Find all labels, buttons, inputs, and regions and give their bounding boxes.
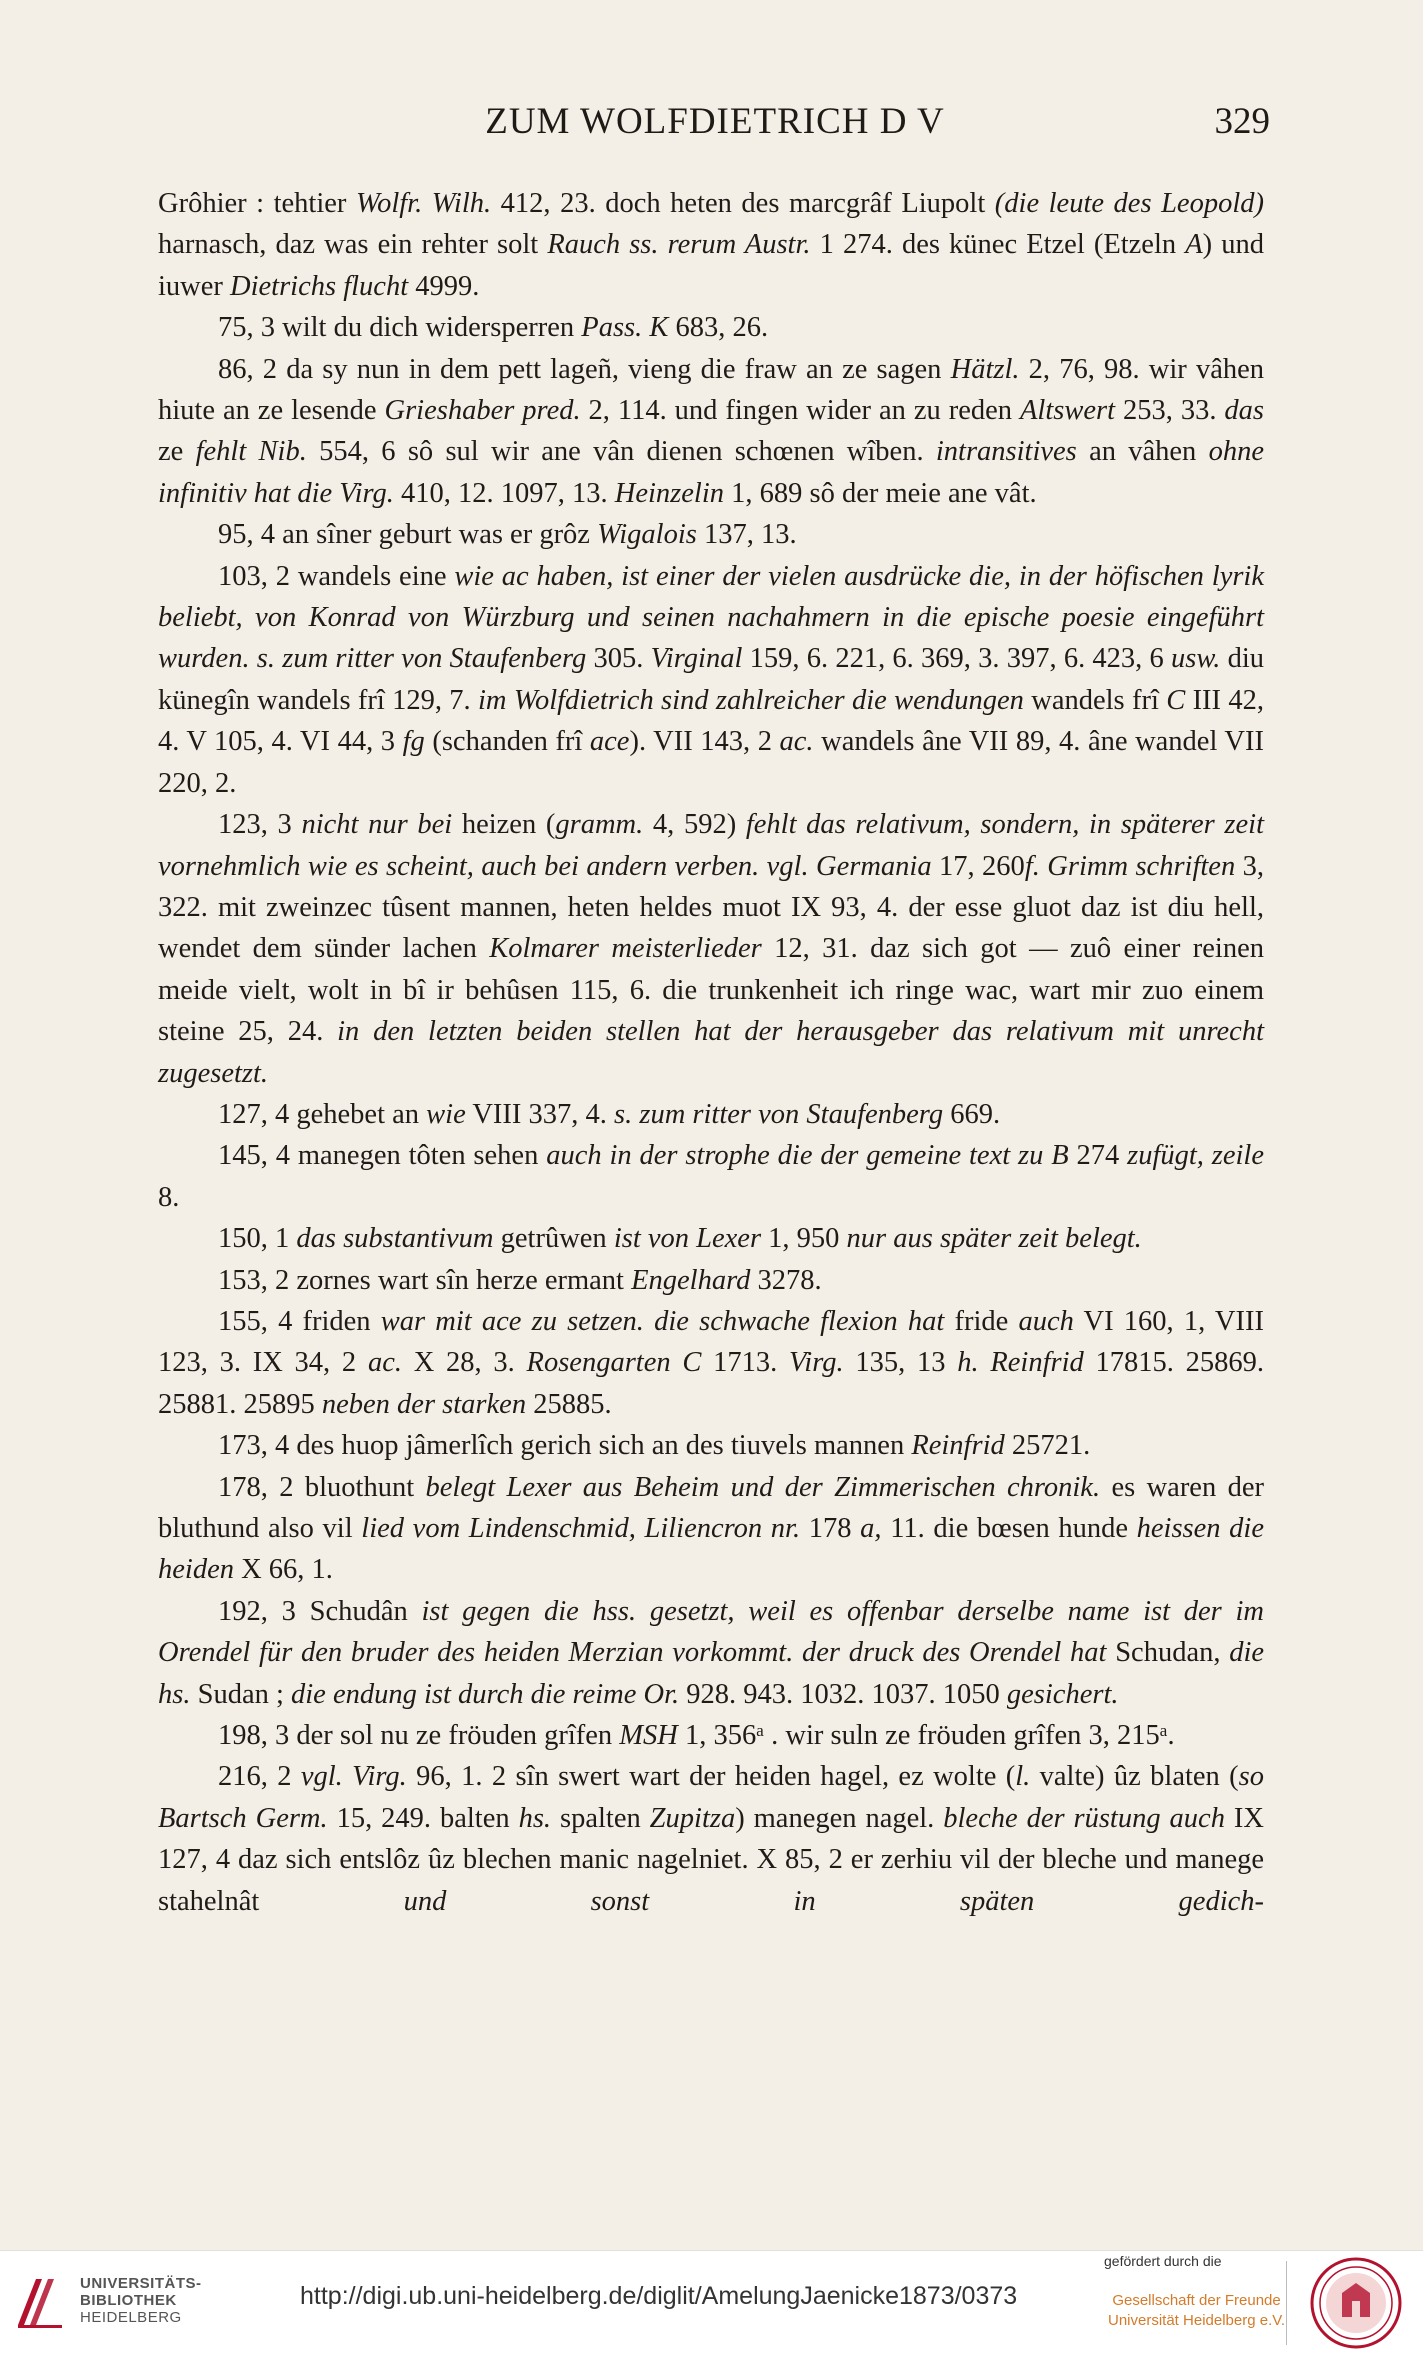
italic-text: Zupitza xyxy=(649,1802,736,1834)
text-run: VI 160, 1, VIII 123, 3. IX 34, 2 xyxy=(158,1305,1264,1379)
text-run: VIII 337, 4. xyxy=(465,1098,615,1130)
text-run: 216, 2 xyxy=(218,1761,301,1793)
text-run: 25721. xyxy=(1004,1430,1091,1462)
italic-text: intransitives xyxy=(935,436,1077,468)
italic-text: C xyxy=(1166,684,1186,716)
text-run: X 66, 1. xyxy=(233,1554,333,1586)
italic-text: ac. xyxy=(779,726,814,758)
italic-text: und sonst in späten gedich- xyxy=(403,1885,1264,1917)
text-run: 96, 1. 2 sîn swert wart der heiden hagel, ez wolte ( xyxy=(406,1761,1016,1793)
text-run: 127, 4 gehebet an xyxy=(218,1098,427,1130)
text-run: (schanden frî xyxy=(424,726,590,758)
text-run: 137, 13. xyxy=(696,519,797,551)
text-run: 253, 33. xyxy=(1115,395,1225,427)
italic-text: f. Grimm schriften xyxy=(1024,850,1236,882)
text-run: Sudan ; xyxy=(190,1678,292,1710)
italic-text: nur aus später zeit belegt. xyxy=(846,1223,1142,1255)
university-seal-icon xyxy=(1310,2257,1402,2349)
text-run: wandels frî xyxy=(1023,684,1167,716)
paragraph xyxy=(158,1260,1264,1301)
text-run: 11. die bœsen hunde xyxy=(881,1513,1137,1544)
footer-divider xyxy=(1286,2261,1287,2345)
italic-text: in den letzten beiden stellen hat der herausgeber das relativum mit unrecht zugesetzt. xyxy=(158,1016,1265,1089)
italic-text: fehlt das relativum, sondern, in späterer zeit vornehmlich wie es scheint, auch bei andern verben. vgl. Germania xyxy=(158,809,1264,882)
italic-text: bleche der rüstung auch xyxy=(943,1802,1225,1834)
italic-text: das substantivum xyxy=(296,1223,494,1255)
text-run: 274 xyxy=(1068,1140,1128,1172)
text-run: ) und iuwer xyxy=(158,229,1264,302)
text-run: 135, 13 xyxy=(843,1347,958,1379)
text-run: ). VII 143, 2 xyxy=(629,726,780,758)
italic-text: war mit ace zu setzen. die schwache flexion hat xyxy=(380,1305,945,1337)
paragraph xyxy=(158,514,1264,555)
text-run: 25885. xyxy=(526,1388,612,1420)
text-run: 192, 3 Schudân xyxy=(218,1595,422,1627)
italic-text: ac. xyxy=(367,1347,402,1379)
italic-text: die hs. xyxy=(158,1637,1265,1710)
text-run: ) manegen nagel. xyxy=(735,1802,944,1834)
text-run: 15, 249. balten xyxy=(327,1802,519,1834)
text-run: 1, 950 xyxy=(761,1223,847,1255)
text-run: 1 274. des künec Etzel (Etzeln xyxy=(810,229,1186,261)
text-run: IX 127, 4 daz sich entslôz ûz blechen manic nagelniet. X 85, 2 er zerhiu vil der bleche und manege stahelnât xyxy=(158,1802,1264,1917)
italic-text: l. xyxy=(1015,1761,1031,1793)
text-run: an vâhen xyxy=(1076,436,1209,468)
text-run: 2, 114. und fingen wider an zu reden xyxy=(580,395,1020,427)
sponsor-label: gefördert durch die xyxy=(1104,2253,1222,2269)
italic-text: Wolfr. Wilh. xyxy=(355,188,492,219)
text-run: 8. xyxy=(158,1181,180,1213)
italic-text: A xyxy=(1185,229,1203,261)
italic-text: usw. xyxy=(1170,643,1221,675)
paragraph xyxy=(158,556,1264,804)
italic-text: a, xyxy=(860,1513,882,1544)
italic-text: hs. xyxy=(518,1802,552,1834)
paragraph xyxy=(158,183,1264,307)
library-name-line: BIBLIOTHEK xyxy=(80,2292,177,2309)
library-name-line: UNIVERSITÄTS- xyxy=(80,2275,202,2292)
text-run: 554, 6 sô sul wir ane vân dienen schœnen wîben. xyxy=(306,436,936,468)
text-run: 17, 260 xyxy=(931,850,1025,882)
italic-text: im Wolfdietrich sind zahlreicher die wendungen xyxy=(478,684,1024,716)
italic-text: (die leute des Leopold) xyxy=(994,188,1264,219)
italic-text: ace xyxy=(589,726,630,758)
italic-text: wie ac haben, ist einer der vielen ausdrücke die, in der höfischen lyrik beliebt, von Konrad von Würzburg und seinen nachahmern in die epische poesie eingeführt wurden. s. zum ritter von Staufenberg xyxy=(158,560,1264,675)
italic-text: so Bartsch Germ. xyxy=(158,1761,1264,1834)
italic-text: ist von Lexer xyxy=(613,1223,762,1255)
italic-text: auch in der strophe die der gemeine text zu B xyxy=(546,1140,1069,1172)
paragraph xyxy=(158,1467,1264,1591)
text-run: III 42, 4. V 105, 4. VI 44, 3 xyxy=(158,684,1264,758)
page-number: 329 xyxy=(1214,101,1270,142)
text-run: 123, 3 xyxy=(218,809,302,841)
text-run: 153, 2 zornes wart sîn herze ermant xyxy=(218,1264,632,1296)
text-run: 75, 3 wilt du dich widersperren xyxy=(218,312,582,344)
text-run: 17815. 25869. 25881. 25895 xyxy=(158,1347,1265,1420)
italic-text: das xyxy=(1224,395,1264,427)
italic-text: ohne infinitiv hat die Virg. xyxy=(158,436,1264,509)
italic-text: auch xyxy=(1018,1305,1074,1337)
text-run: 173, 4 des huop jâmerlîch gerich sich an des tiuvels mannen xyxy=(218,1430,912,1462)
italic-text: belegt Lexer aus Beheim und der Zimmerischen chronik. xyxy=(425,1471,1101,1503)
paragraph xyxy=(158,1135,1264,1218)
text-run: 683, 26. xyxy=(668,312,769,344)
text-run: 1, 356ᵃ . wir suln ze fröuden grîfen 3, 215ᵃ. xyxy=(677,1720,1175,1752)
text-run: fride xyxy=(944,1305,1019,1337)
sponsor-name-line: Universität Heidelberg e.V. xyxy=(1108,2312,1286,2329)
italic-text: neben der starken xyxy=(321,1388,527,1420)
italic-text: ist gegen die hss. gesetzt, weil es offenbar derselbe name ist der im Orendel für den bruder des heiden Merzian vorkommt. der druck des Orendel hat xyxy=(158,1595,1264,1669)
text-run: es waren der bluthund also vil xyxy=(158,1471,1264,1544)
italic-text: gesichert. xyxy=(1006,1678,1119,1710)
paragraph xyxy=(158,1756,1264,1922)
text-run: 178, 2 bluothunt xyxy=(218,1471,426,1503)
text-run: 2, 76, 98. wir vâhen hiute an ze lesende xyxy=(158,353,1264,427)
text-run: 145, 4 manegen tôten sehen xyxy=(218,1140,547,1172)
italic-text: Altswert xyxy=(1020,395,1116,427)
library-name-line: HEIDELBERG xyxy=(80,2309,182,2326)
text-run: harnasch, daz was ein rehter solt xyxy=(158,229,548,261)
paragraph xyxy=(158,1591,1264,1715)
italic-text: nicht nur bei xyxy=(301,809,453,841)
italic-text: Kolmarer meisterlieder xyxy=(489,933,762,965)
text-run: Schudan, xyxy=(1106,1637,1230,1669)
italic-text: Engelhard xyxy=(631,1264,751,1296)
italic-text: Hätzl. xyxy=(950,353,1020,385)
italic-text: Rauch ss. rerum Austr. xyxy=(547,229,811,261)
source-url-link[interactable]: http://digi.ub.uni-heidelberg.de/diglit/AmelungJaenicke1873/0373 xyxy=(300,2282,1018,2310)
text-run: 150, 1 xyxy=(218,1223,297,1255)
italic-text: Pass. K xyxy=(581,312,669,344)
italic-text: s. zum ritter von Staufenberg xyxy=(614,1098,944,1130)
page-header xyxy=(160,100,1270,150)
text-run: 198, 3 der sol nu ze fröuden grîfen xyxy=(218,1720,620,1752)
paragraph xyxy=(158,1218,1264,1259)
text-run: 4999. xyxy=(408,270,480,302)
italic-text: Virg. xyxy=(789,1347,844,1379)
text-run: 159, 6. 221, 6. 369, 3. 397, 6. 423, 6 xyxy=(742,643,1171,675)
running-title: ZUM WOLFDIETRICH D V xyxy=(485,101,945,142)
text-run: 412, 23. doch heten des marcgrâf Liupolt xyxy=(491,188,995,219)
paragraph xyxy=(158,1301,1264,1425)
text-run: 86, 2 da sy nun in dem pett lageñ, vieng die fraw an ze sagen xyxy=(218,353,951,385)
italic-text: lied vom Lindenschmid, Liliencron nr. xyxy=(361,1513,801,1544)
italic-text: wie xyxy=(426,1098,466,1130)
text-run: 3, 322. mit zweinzec tûsent mannen, heten heldes muot IX 93, 4. der esse gluot daz ist diu hell, wendet dem sünder lachen xyxy=(158,850,1265,965)
text-run: 928. 943. 1032. 1037. 1050 xyxy=(679,1678,1007,1710)
text-run: heizen ( xyxy=(452,809,556,841)
sponsor-name[interactable] xyxy=(1108,2291,1285,2331)
italic-text: die endung ist durch die reime Or. xyxy=(291,1678,680,1710)
text-run: X 28, 3. xyxy=(401,1347,527,1379)
library-name xyxy=(80,2275,202,2326)
italic-text: fehlt Nib. xyxy=(195,436,307,468)
text-run: 3278. xyxy=(750,1264,822,1296)
paragraph xyxy=(158,1094,1264,1135)
italic-text: Grieshaber pred. xyxy=(384,395,581,427)
italic-text: h. Reinfrid xyxy=(957,1347,1084,1379)
text-run: wandels âne VII 89, 4. âne wandel VII 220, 2. xyxy=(158,726,1264,799)
italic-text: vgl. Virg. xyxy=(300,1761,407,1793)
text-run: 410, 12. 1097, 13. xyxy=(393,477,615,509)
text-run: ze xyxy=(158,436,196,468)
paragraph xyxy=(158,1425,1264,1466)
italic-text: Reinfrid xyxy=(911,1430,1005,1462)
italic-text: Virginal xyxy=(650,643,743,675)
italic-text: heissen die heiden xyxy=(158,1513,1265,1586)
body-text xyxy=(158,183,1264,1922)
text-run: 103, 2 wandels eine xyxy=(218,560,455,592)
italic-text: fg xyxy=(402,726,425,758)
text-run: spalten xyxy=(551,1802,650,1834)
text-run: 155, 4 friden xyxy=(218,1305,381,1337)
text-run: 1713. xyxy=(701,1347,789,1379)
viewer-footer xyxy=(0,2250,1423,2354)
text-run: 669. xyxy=(943,1098,1001,1130)
italic-text: Dietrichs flucht xyxy=(230,270,409,302)
italic-text: MSH xyxy=(619,1720,678,1752)
text-run: valte) ûz blaten ( xyxy=(1030,1761,1239,1793)
paragraph xyxy=(158,349,1264,515)
text-run: diu künegîn wandels frî 129, 7. xyxy=(158,643,1265,716)
italic-text: Heinzelin xyxy=(614,477,724,509)
italic-text: Rosengarten C xyxy=(526,1347,702,1379)
text-run: 1, 689 sô der meie ane vât. xyxy=(724,477,1037,509)
text-run: Grôhier : tehtier xyxy=(158,188,356,219)
italic-text: gramm. xyxy=(555,809,644,841)
paragraph xyxy=(158,307,1264,348)
italic-text: zufügt, zeile xyxy=(1127,1140,1265,1172)
library-logo-icon[interactable] xyxy=(10,2271,72,2333)
text-run: getrûwen xyxy=(493,1223,614,1255)
italic-text: Wigalois xyxy=(597,519,697,551)
paragraph xyxy=(158,804,1264,1094)
text-run: 4, 592) xyxy=(643,809,746,841)
text-run: 95, 4 an sîner geburt was er grôz xyxy=(218,519,598,551)
sponsor-name-line: Gesellschaft der Freunde xyxy=(1112,2292,1281,2309)
text-run: 12, 31. daz sich got — zuô einer reinen meide vielt, wolt in bî ir behûsen 115, 6. die trunkenheit ich ringe wac, wart mir zuo einem steine 25, 24. xyxy=(158,933,1264,1048)
text-run: 305. xyxy=(586,643,651,675)
paragraph xyxy=(158,1715,1264,1756)
text-run: 178 xyxy=(800,1513,861,1544)
